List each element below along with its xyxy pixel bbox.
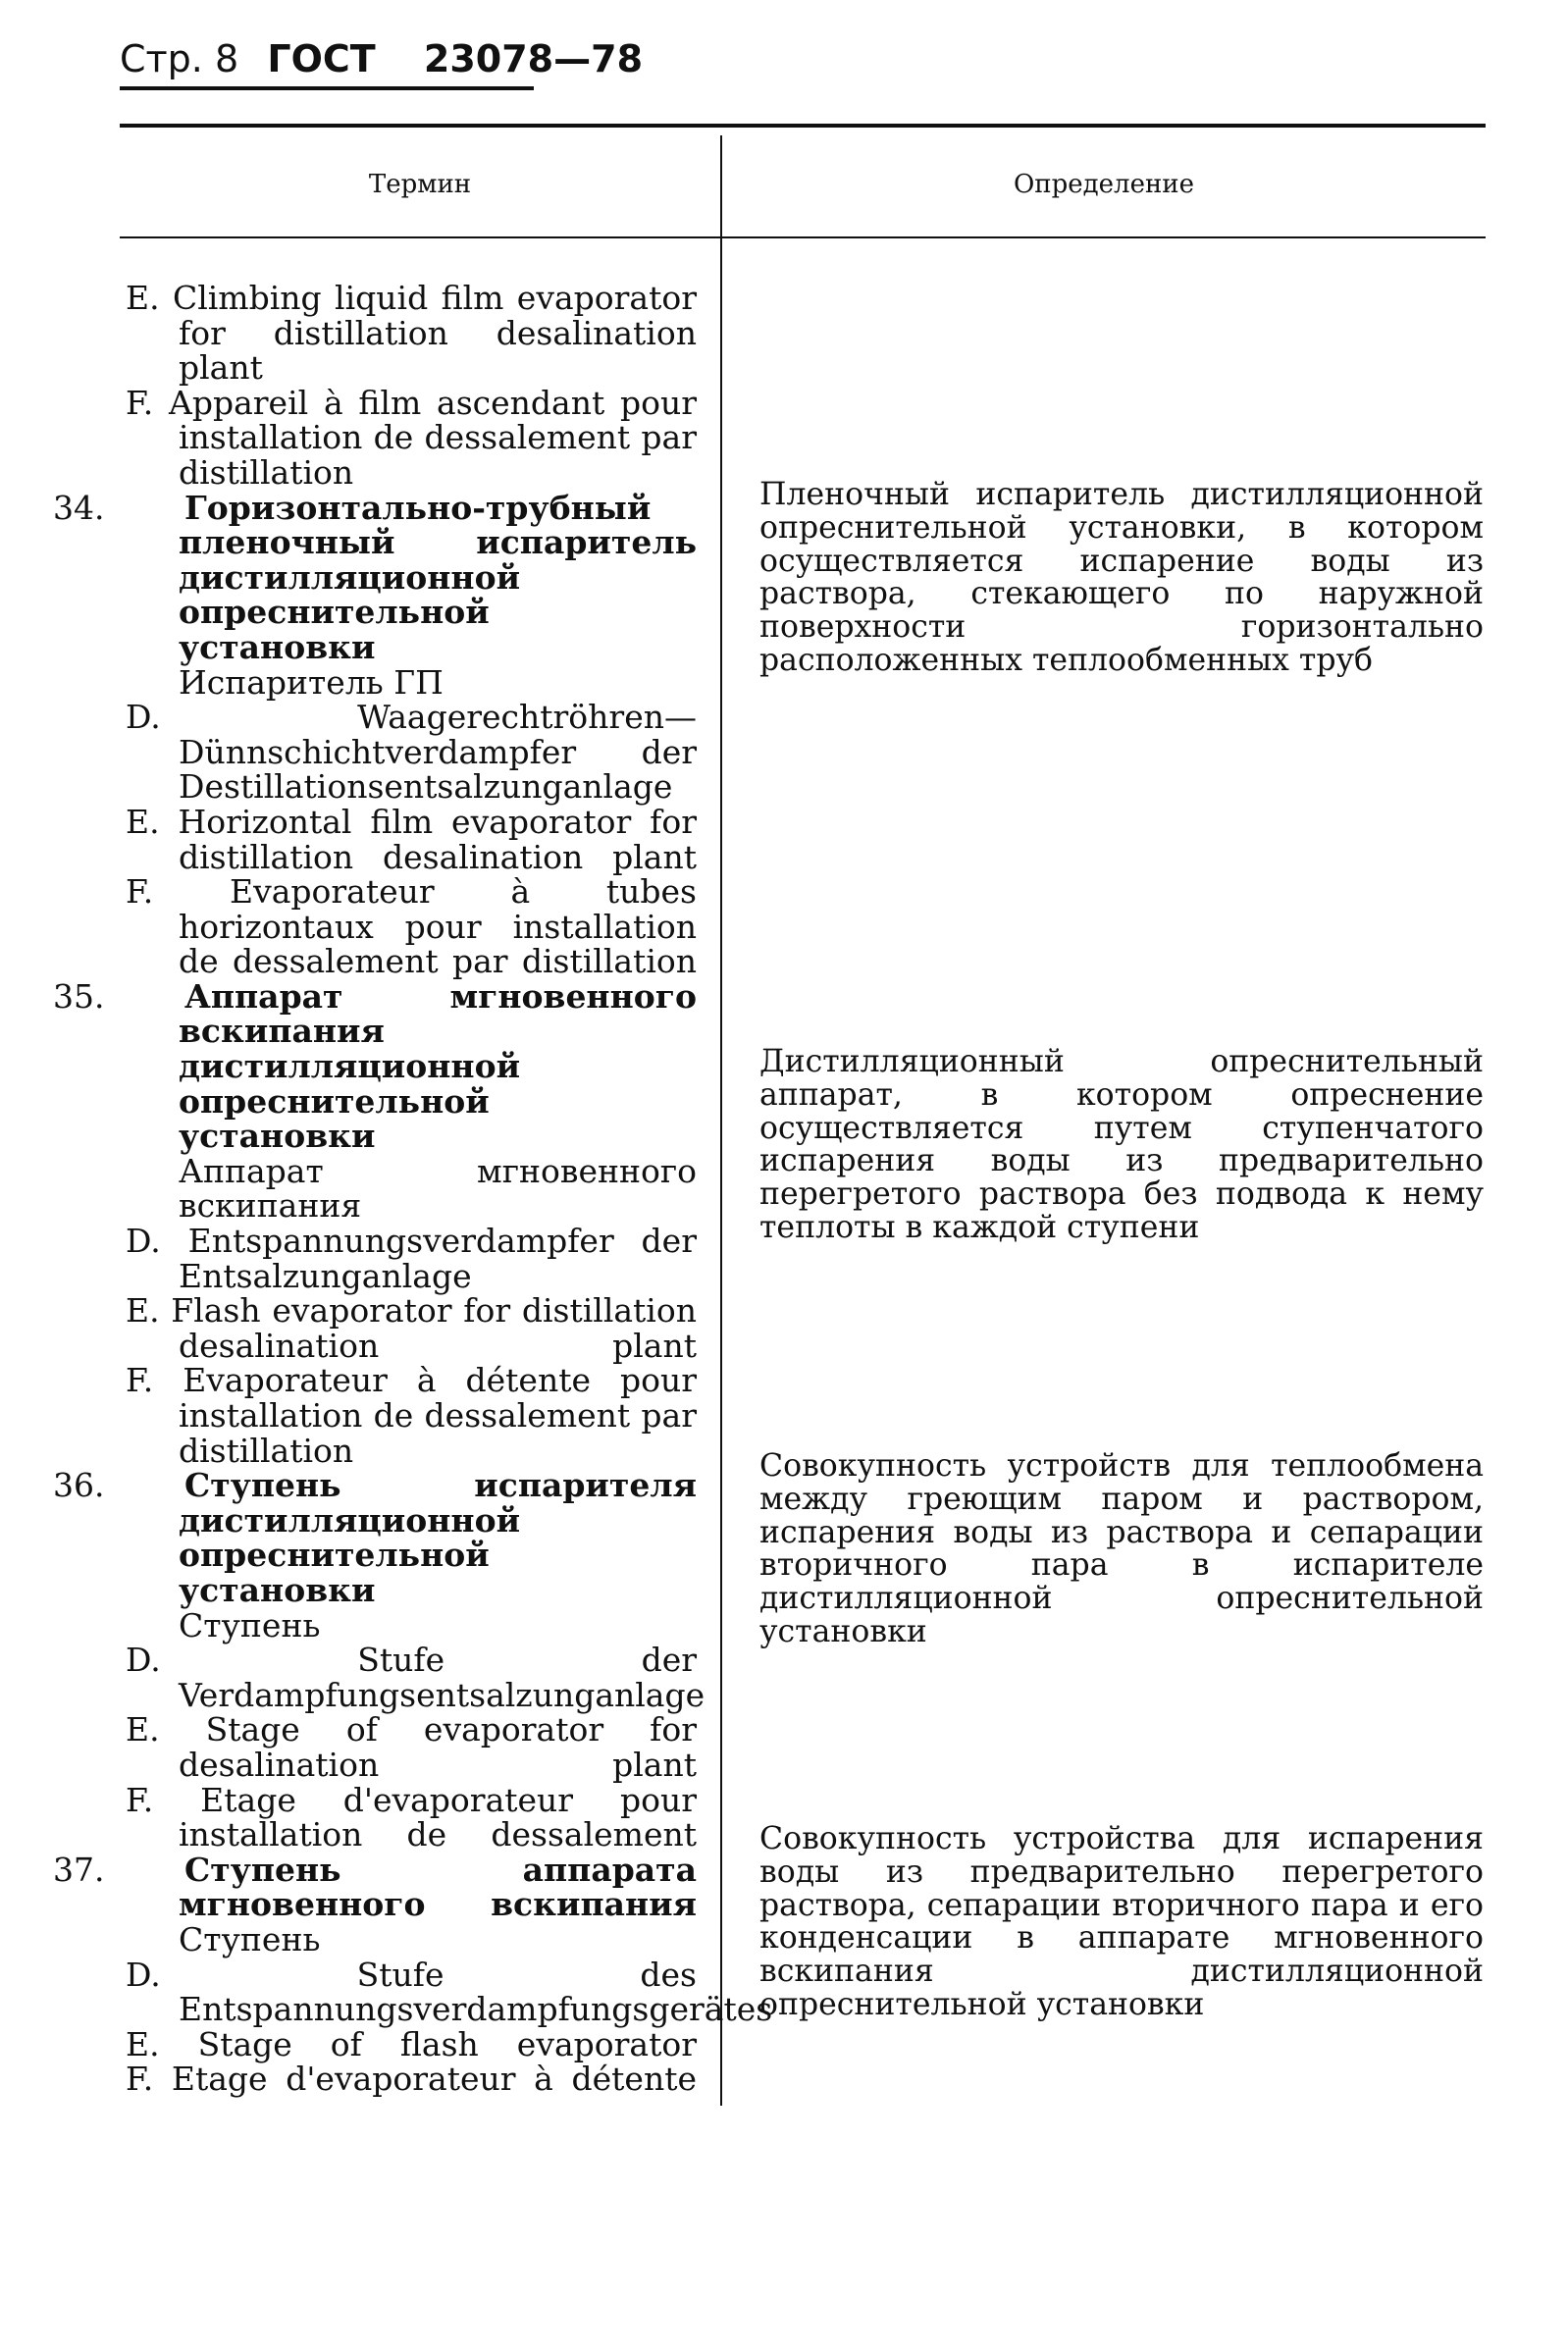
term-number: 35. [53, 976, 105, 1016]
term-name: Аппарат мгновенного вскипания дистилляционной опреснительной установки [179, 976, 697, 1156]
column-divider [720, 135, 722, 2106]
translation-fr: F. Etage d'evaporateur pour installation de dessalement [126, 1780, 697, 1854]
standard-number: 23078—78 [423, 37, 644, 80]
term-short-name: Испаритель ГП [179, 662, 444, 702]
translation-en: E. Stage of flash evaporator [126, 2024, 697, 2063]
definition-35: Дистилляционный опреснительный аппарат, в котором опреснение осуществляется путем ступенчатого испарения воды из предварительно перегретого раствора без подвода к нему теплоты в каждой ступени [759, 1044, 1484, 1245]
term-continuation-fr [116, 383, 697, 492]
definition-column-header: Определение [1013, 170, 1195, 199]
term-entry-36 [53, 1466, 706, 1854]
terms-column [53, 279, 773, 2099]
term-name: Ступень испарителя дистилляционной опреснительной установки [179, 1466, 697, 1609]
term-number: 37. [53, 1850, 105, 1889]
definition-37: Совокупность устройства для испарения воды из предварительно перегретого раствора, сепарации вторичного пара и его конденсации в аппарате мгновенного вскипания дистилляционной опреснительной установки [759, 1821, 1484, 2022]
translation-de: D. Waagerechtröhren—Dünnschichtverdampfer der Destillationsentsalzunganlage [126, 698, 697, 807]
standard-label: ГОСТ [267, 37, 376, 80]
term-name: Ступень аппарата мгновенного вскипания [179, 1850, 697, 1924]
term-short-name: Ступень [179, 1605, 321, 1644]
translation-fr: F. Appareil à film ascendant pour installation de dessalement par distillation [126, 383, 697, 492]
term-number: 36. [53, 1466, 105, 1505]
term-short-name: Аппарат мгновенного вскипания [179, 1151, 697, 1226]
translation-de: D. Stufe der Verdampfungsentsalzunganlage [126, 1641, 706, 1714]
page-header [120, 37, 643, 80]
translation-de: D. Stufe des Entspannungsverdampfungsgerätes [126, 1955, 773, 2029]
definition-36: Совокупность устройств для теплообмена между греющим паром и раствором, испарения воды из раствора и сепарации вторичного пара в испарителе дистилляционной опреснительной установки [759, 1448, 1484, 1649]
page-number: Стр. 8 [120, 37, 239, 80]
header-underline [120, 86, 534, 90]
term-entry-35 [53, 976, 697, 1470]
term-entry-34 [53, 488, 697, 981]
term-continuation-en [116, 281, 697, 386]
term-entry-37 [53, 1850, 773, 2099]
term-short-name: Ступень [179, 1919, 321, 1958]
translation-fr: F. Evaporateur à tubes horizontaux pour installation de dessalement par distillation [126, 872, 697, 981]
translation-de: D. Entspannungsverdampfer der Entsalzunganlage [126, 1222, 697, 1295]
table-top-rule [120, 124, 1486, 128]
term-number: 34. [53, 488, 105, 527]
definition-34: Пленочный испаритель дистилляционной опреснительной установки, в котором осуществляется испарение воды из раствора, стекающего по наружной поверхности горизонтально расположенных теплообменных труб [759, 477, 1484, 678]
translation-fr: F. Evaporateur à détente pour installation de dessalement par distillation [126, 1361, 697, 1470]
translation-en: E. Stage of evaporator for desalination plant [126, 1710, 697, 1784]
table-header-rule [120, 236, 1486, 238]
translation-fr: F. Etage d'evaporateur à détente [126, 2060, 697, 2099]
translation-en: E. Flash evaporator for distillation desalination plant [126, 1291, 697, 1365]
term-column-header: Термин [368, 170, 472, 199]
translation-en: E. Horizontal film evaporator for distillation desalination plant [126, 802, 697, 876]
translation-en: E. Climbing liquid film evaporator for distillation desalination plant [126, 279, 697, 388]
term-name: Горизонтально-трубный пленочный испаритель дистилляционной опреснительной установки [179, 488, 697, 666]
